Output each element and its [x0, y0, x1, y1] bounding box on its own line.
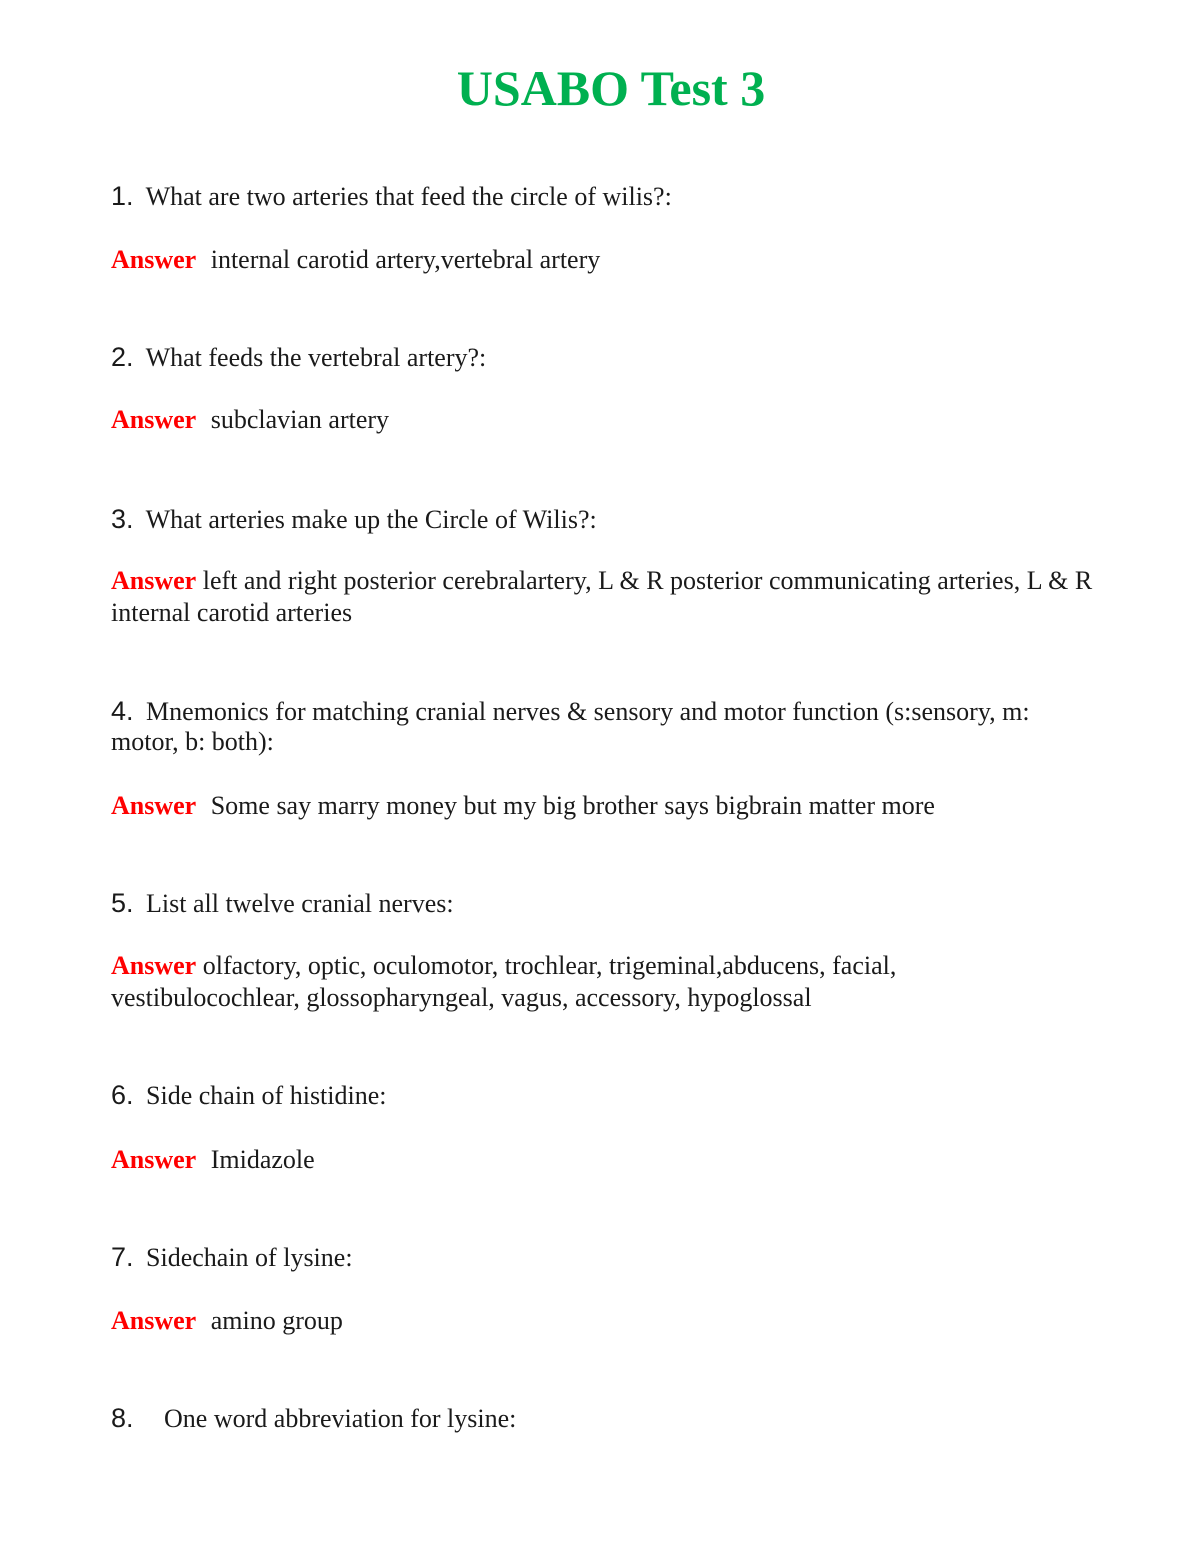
answer-4	[111, 790, 1111, 822]
answer-3	[111, 565, 1106, 629]
answer-label: Answer	[111, 566, 197, 595]
question-number: 8.	[111, 1403, 134, 1433]
answer-5	[111, 950, 971, 1014]
question-text: Sidechain of lysine:	[146, 1243, 353, 1272]
question-number: 6.	[111, 1080, 134, 1110]
answer-label: Answer	[111, 1306, 197, 1335]
answer-text: Imidazole	[210, 1145, 315, 1174]
answer-label: Answer	[111, 791, 197, 820]
question-8	[111, 1403, 1111, 1434]
question-number: 4.	[111, 696, 134, 726]
answer-text: Some say marry money but my big brother says bigbrain matter more	[210, 791, 935, 820]
answer-label: Answer	[111, 405, 197, 434]
answer-text: amino group	[210, 1306, 343, 1335]
question-text: List all twelve cranial nerves:	[146, 889, 454, 918]
question-text: What are two arteries that feed the circle of wilis?:	[145, 182, 672, 211]
answer-2	[111, 404, 1111, 436]
question-number: 1.	[111, 181, 134, 211]
question-number: 3.	[111, 504, 134, 534]
question-number: 2.	[111, 342, 134, 372]
question-1	[111, 181, 1111, 212]
question-number: 5.	[111, 888, 134, 918]
question-text: What arteries make up the Circle of Wilis?:	[145, 505, 597, 534]
question-3	[111, 504, 1111, 535]
question-5	[111, 888, 1111, 919]
question-text: What feeds the vertebral artery?:	[145, 343, 487, 372]
answer-7	[111, 1305, 1111, 1337]
answer-text: subclavian artery	[210, 405, 390, 434]
answer-text: olfactory, optic, oculomotor, trochlear, trigeminal,abducens, facial, vestibulocochlear, glossopharyngeal, vagus, accessory, hypoglossal	[111, 951, 897, 1012]
page-title: USABO Test 3	[456, 60, 766, 116]
answer-label: Answer	[111, 1145, 197, 1174]
question-text: Side chain of histidine:	[146, 1081, 387, 1110]
question-number: 7.	[111, 1242, 134, 1272]
answer-label: Answer	[111, 245, 197, 274]
question-6	[111, 1080, 1111, 1111]
answer-label: Answer	[111, 951, 197, 980]
question-text: One word abbreviation for lysine:	[164, 1404, 517, 1433]
answer-text: left and right posterior cerebralartery, L & R posterior communicating arteries, L & R internal carotid arteries	[111, 566, 1093, 627]
answer-1	[111, 244, 1111, 276]
question-4	[111, 696, 1101, 757]
answer-6	[111, 1144, 1111, 1176]
question-7	[111, 1242, 1111, 1273]
answer-text: internal carotid artery,vertebral artery	[210, 245, 601, 274]
question-text: Mnemonics for matching cranial nerves & sensory and motor function (s:sensory, m: motor, b: both):	[111, 697, 1030, 756]
question-2	[111, 342, 1111, 373]
